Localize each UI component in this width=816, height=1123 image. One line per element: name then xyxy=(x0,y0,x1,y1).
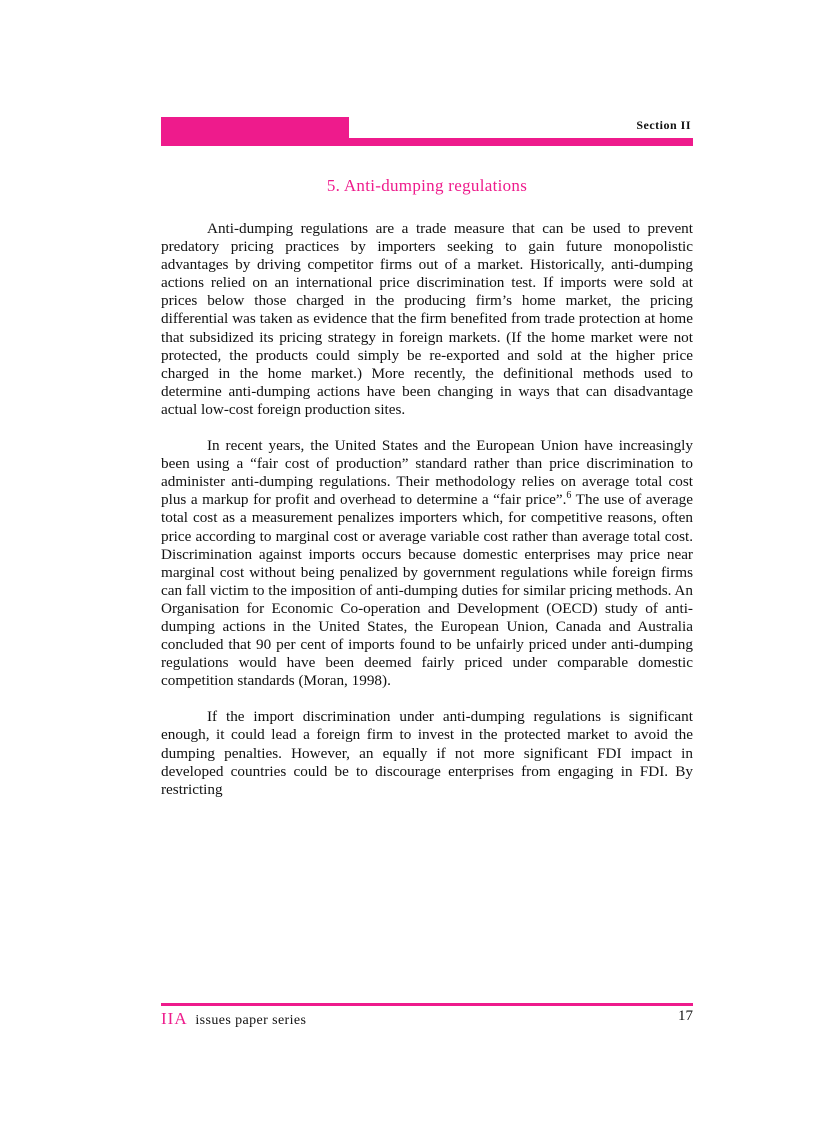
body-text xyxy=(161,220,693,817)
section-header xyxy=(161,117,693,146)
section-heading: 5. Anti-dumping regulations xyxy=(326,176,528,195)
footer-rule xyxy=(161,1003,693,1006)
header-rule xyxy=(161,138,693,146)
paragraph-2-text: In recent years, the United States and the European Union have increasingly been using a “fair cost of production” standard rather than price discrimination to administer anti-dumping regulations. Their methodology relies on average total cost plus a markup for profit and overhead to determine a “fair price”. xyxy=(161,437,693,509)
paragraph-3: If the import discrimination under anti-dumping regulations is significant enough, it could lead a foreign firm to invest in the protected market to avoid the dumping penalties. However, an equally if not more significant FDI impact in developed countries could be to discourage enterprises from engaging in FDI. By restricting xyxy=(161,708,693,798)
footer-brand: IIA xyxy=(161,1009,188,1028)
section-label: Section II xyxy=(636,118,691,132)
paragraph-1: Anti-dumping regulations are a trade measure that can be used to prevent predatory pricing practices by importers seeking to gain future monopolistic advantages by driving competitor firms out of a market. Historically, anti-dumping actions relied on an international price discrimination test. If imports were sold at prices below those charged in the producing firm’s home market, the pricing differential was taken as evidence that the firm benefited from trade protection at home that subsidized its pricing strategy in foreign markets. (If the home market were not protected, the products could simply be re-exported and sold at the higher price charged in the home market.) More recently, the definitional methods used to determine anti-dumping actions have been changing in ways that can disadvantage actual low-cost foreign production sites. xyxy=(161,220,693,418)
page-number: 17 xyxy=(678,1008,693,1024)
footer-series-label: issues paper series xyxy=(195,1013,307,1028)
paragraph-2 xyxy=(161,437,693,690)
footnote-marker[interactable]: 6 xyxy=(566,490,572,502)
header-accent-block xyxy=(161,117,349,138)
footer-series-title xyxy=(161,1009,306,1029)
paragraph-2-text-continued: The use of average total cost as a measurement penalizes importers which, for competitive reasons, often price according to marginal cost or average variable cost rather than average total cost. Discrimination against imports occurs because domestic enterprises may price near marginal cost without being penalized by government regulations while foreign firms can fall victim to the imposition of anti-dumping duties for similar pricing methods. An Organisation for Economic Co-operation and Development (OECD) study of anti-dumping actions in the United States, the European Union, Canada and Australia concluded that 90 per cent of imports found to be unfairly priced under anti-dumping regulations would have been deemed fairly priced under comparable domestic competition standards (Moran, 1998). xyxy=(161,491,694,690)
